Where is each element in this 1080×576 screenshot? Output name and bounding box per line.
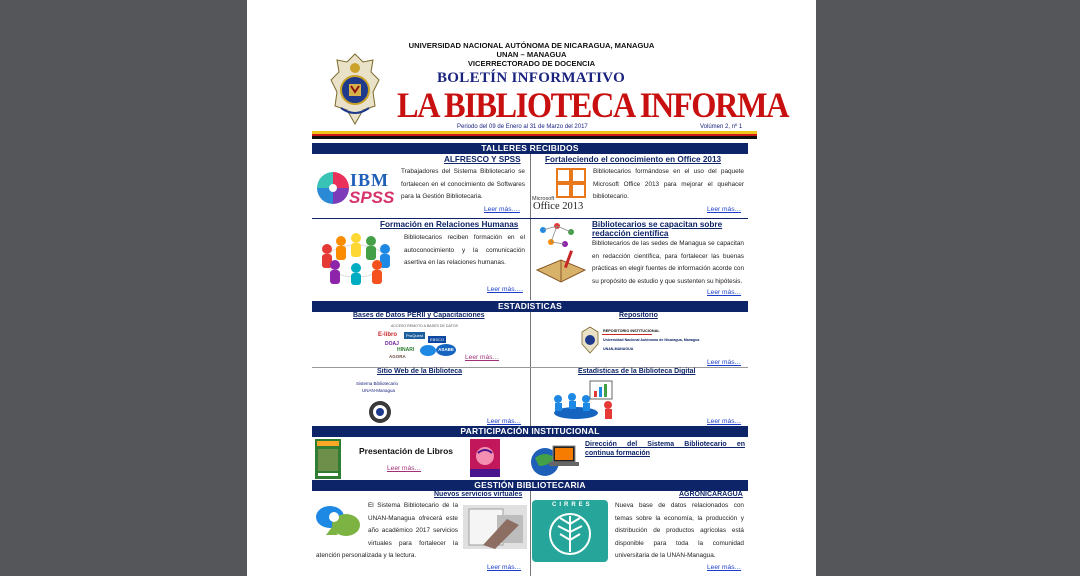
- bases-caption: ACCESO REMOTO A BASES DE DATOS: [391, 324, 458, 328]
- direccion-title-1: Dirección del Sistema Bibliotecario en: [585, 441, 745, 448]
- sitio-line1: Sistema Bibliotecario: [356, 381, 399, 386]
- office-logo-icon: [556, 168, 586, 198]
- boletin-label: BOLETÍN INFORMATIVO: [437, 70, 626, 86]
- db-hinari: HINARI: [397, 347, 415, 353]
- servicios-text-content: El Sistema Bibliotecario de la UNAN-Managua ofrecerá este año académico 2017 servicios virtuales para fortalecer la atención personalizada y la lectura.: [316, 502, 458, 560]
- direccion-title-2: continua formación: [585, 450, 650, 457]
- sitio-line2: UNAN-Managua: [362, 388, 396, 393]
- vicerrectorado: VICERRECTORADO DE DOCENCIA: [467, 59, 596, 68]
- bases-title: Bases de Datos PERII y Capacitaciones: [353, 312, 485, 319]
- repositorio-title: Repositorio: [619, 312, 658, 319]
- meeting-chart-icon: [550, 379, 616, 423]
- repositorio-read-more-link[interactable]: Leer más…: [707, 359, 742, 366]
- relaciones-text: Bibliotecarios reciben formación en el autoconocimiento y la comunicación asertiva en las relaciones humanas.: [404, 234, 525, 267]
- office-title: Fortaleciendo el conocimiento en Office 2013: [545, 155, 722, 164]
- ibm-logo: IBM: [350, 170, 389, 190]
- section-bar-participacion: PARTICIPACIÓN INSTITUCIONAL: [312, 426, 748, 437]
- people-circle-icon: [315, 231, 397, 285]
- cirres-logo-icon: [532, 500, 608, 562]
- column-divider: [530, 312, 531, 427]
- spss-logo: SPSS: [349, 188, 395, 207]
- row-divider: [312, 218, 748, 219]
- repositorio-line1: REPOSITORIO INSTITUCIONAL: [603, 329, 660, 333]
- servicios-title: Nuevos servicios virtuales: [434, 491, 523, 498]
- office-text: Bibliotecarios formándose en el uso del paquete Microsoft Office 2013 para mejorar el quehacer bibliotecario.: [593, 168, 744, 201]
- bases-read-more-link[interactable]: Leer más…: [465, 354, 500, 361]
- spss-swirl-icon: [315, 168, 351, 208]
- db-elibro: E-libro: [378, 332, 397, 338]
- servicios-read-more-link[interactable]: Leer más…: [487, 564, 522, 571]
- db-agora: AGORA: [389, 354, 406, 359]
- repositorio-line3: UNAN-MANAGUA: [603, 347, 634, 351]
- digital-read-more-link[interactable]: Leer más…: [707, 418, 742, 425]
- section-bar-gestion: GESTIÓN BIBLIOTECARIA: [312, 480, 748, 491]
- redaccion-title-1: Bibliotecarios se capacitan sobre: [592, 220, 723, 229]
- repositorio-line2: Universidad Nacional Autónoma de Nicaragua, Managua: [603, 338, 700, 342]
- redaccion-text: Bibliotecarios de las sedes de Managua se capacitan en redacción científica, para fortalecer las buenas prácticas en elegir fuentes de información acorde con su propósito de estudio y que sustenten su hipótesis.: [592, 240, 744, 285]
- digital-title: Estadísticas de la Biblioteca Digital: [578, 368, 696, 375]
- spss-text: Trabajadores del Sistema Bibliotecario se fortalecen en el conocimiento de Softwares para la Gestión Bibliotecaria.: [401, 168, 525, 201]
- microsoft-label: Microsoft: [532, 196, 555, 202]
- cirres-label: CIRRES: [552, 502, 593, 508]
- sitio-read-more-link[interactable]: Leer más…: [487, 418, 522, 425]
- flag-stripe-black: [312, 136, 757, 139]
- column-divider: [530, 491, 531, 576]
- column-divider: [530, 154, 531, 300]
- db-doaj: DOAJ: [385, 341, 399, 347]
- libros-read-more-link[interactable]: Leer más…: [387, 465, 422, 472]
- spss-title: ALFRESCO Y SPSS: [444, 155, 521, 164]
- cover-art-icon: [470, 439, 500, 477]
- laptop-globe-icon: [529, 440, 579, 478]
- agronic-read-more-link[interactable]: Leer más…: [707, 564, 742, 571]
- science-book-icon: [533, 220, 589, 288]
- sitio-seal-icon: [368, 399, 392, 425]
- spss-read-more-link[interactable]: Leer más….: [484, 206, 520, 213]
- libros-title: Presentación de Libros: [359, 446, 453, 456]
- db-asabe: ASABE: [436, 344, 456, 356]
- bulletin-page: [247, 0, 816, 576]
- office-read-more-link[interactable]: Leer más…: [707, 206, 742, 213]
- relaciones-title: Formación en Relaciones Humanas: [380, 220, 519, 229]
- redaccion-read-more-link[interactable]: Leer más…: [707, 289, 742, 296]
- redaccion-title-2: redacción científica: [592, 229, 669, 238]
- db-proquest: ProQuest: [406, 333, 423, 338]
- university-acronym: UNAN – MANAGUA: [496, 50, 567, 59]
- repositorio-crest-icon: [580, 326, 600, 354]
- bulletin-title: LA BIBLIOTECA INFORMA: [397, 85, 789, 125]
- period-text: Periodo del 09 de Enero al 31 de Marzo del 2017: [457, 124, 588, 130]
- volume-text: Volúmen 2, nº 1: [700, 124, 743, 130]
- servicios-text: [316, 500, 458, 563]
- repositorio-rule: [602, 334, 652, 335]
- section-bar-talleres: TALLERES RECIBIDOS: [312, 143, 748, 154]
- unan-crest-icon: [327, 52, 383, 128]
- university-name: UNIVERSIDAD NACIONAL AUTÓNOMA DE NICARAGUA, MANAGUA: [408, 41, 655, 50]
- agronic-text: Nueva base de datos relacionados con temas sobre la economía, la producción y distribución de productos agrícolas está disponible para toda la comunidad universitaria de la UNAN-Managua.: [615, 502, 744, 560]
- office-2013-label: Office 2013: [533, 201, 584, 212]
- virtual-services-icon: [463, 505, 527, 549]
- agronic-title: AGRONICARAGUA: [679, 491, 743, 498]
- db-globe-icon: [420, 345, 436, 356]
- sitio-title: Sitio Web de la Biblioteca: [377, 368, 463, 375]
- db-ebsco: EBSCO: [430, 337, 445, 342]
- section-bar-estadisticas: ESTADISTICAS: [312, 301, 748, 312]
- book-cover-icon: [315, 439, 341, 479]
- relaciones-read-more-link[interactable]: Leer más….: [487, 286, 523, 293]
